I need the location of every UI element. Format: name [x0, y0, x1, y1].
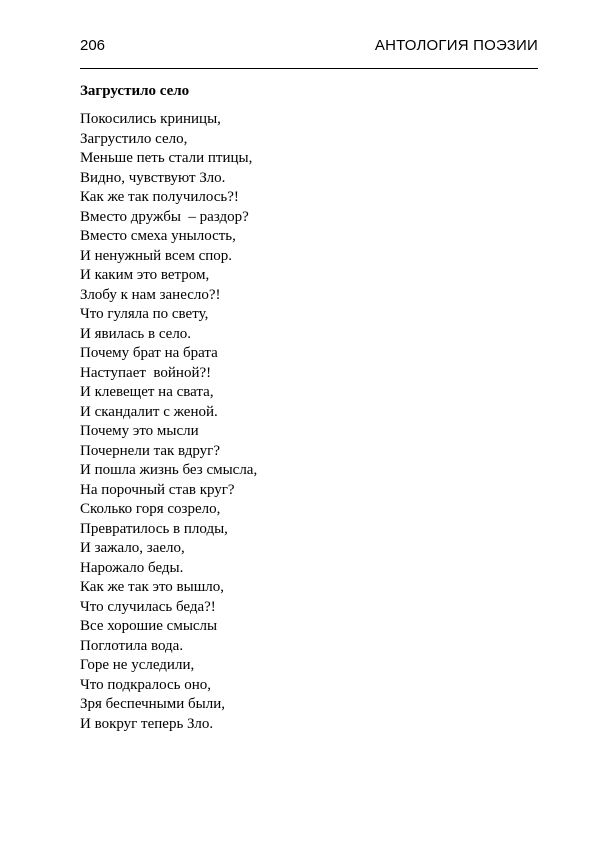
poem-line: Горе не уследили, [80, 657, 195, 673]
poem-line: Почернели так вдруг? [80, 442, 220, 459]
header-divider [80, 68, 538, 69]
poem-line: И каким это ветром, [80, 267, 210, 283]
poem-line: Почему это мысли [80, 423, 199, 439]
poem-line: И вокруг теперь Зло. [80, 715, 214, 732]
poem-line: Вместо дружбы – раздор? [80, 208, 249, 225]
poem-line: На порочный став круг? [80, 481, 235, 498]
poem-line: Как же так получилось?! [80, 189, 239, 205]
poem-line: И клевещет на свата, [80, 384, 214, 400]
poem-line: Наступает войной?! [80, 364, 212, 381]
poem-line: И ненужный всем спор. [80, 247, 233, 264]
poem-line: Что случилась беда?! [80, 598, 216, 615]
poem-title: Загрустило село [80, 83, 190, 99]
poem-line: И скандалит с женой. [80, 403, 218, 420]
poem-line: Злобу к нам занесло?! [80, 286, 221, 303]
poem-line: Как же так это вышло, [80, 579, 225, 595]
poem-line: Что гуляла по свету, [80, 306, 209, 322]
poem-line: Что подкралось оно, [80, 676, 212, 693]
poem-line: Загрустило село, [80, 130, 188, 147]
running-head-title: АНТОЛОГИЯ ПОЭЗИИ [374, 37, 538, 54]
page-number: 206 [80, 37, 106, 54]
poem-line: И пошла жизнь без смысла, [80, 462, 258, 478]
poem-body [80, 110, 257, 734]
poem-line: Все хорошие смыслы [80, 618, 218, 634]
poem-line: Видно, чувствуют Зло. [80, 169, 226, 186]
poem-line: Покосились криницы, [80, 111, 221, 127]
poem-line: Поглотила вода. [80, 637, 184, 654]
poem-line: И зажало, заело, [80, 540, 185, 556]
poem-line: Превратилось в плоды, [80, 520, 228, 537]
poem-line: Зря беспечными были, [80, 696, 225, 712]
poem-line: Вместо смеха унылость, [80, 228, 236, 244]
poem-line: Меньше петь стали птицы, [80, 150, 253, 166]
poem-line: Почему брат на брата [80, 345, 218, 361]
poem-line: Сколько горя созрело, [80, 501, 221, 517]
poem-line: И явилась в село. [80, 325, 192, 342]
poem-line: Нарожало беды. [80, 559, 184, 576]
